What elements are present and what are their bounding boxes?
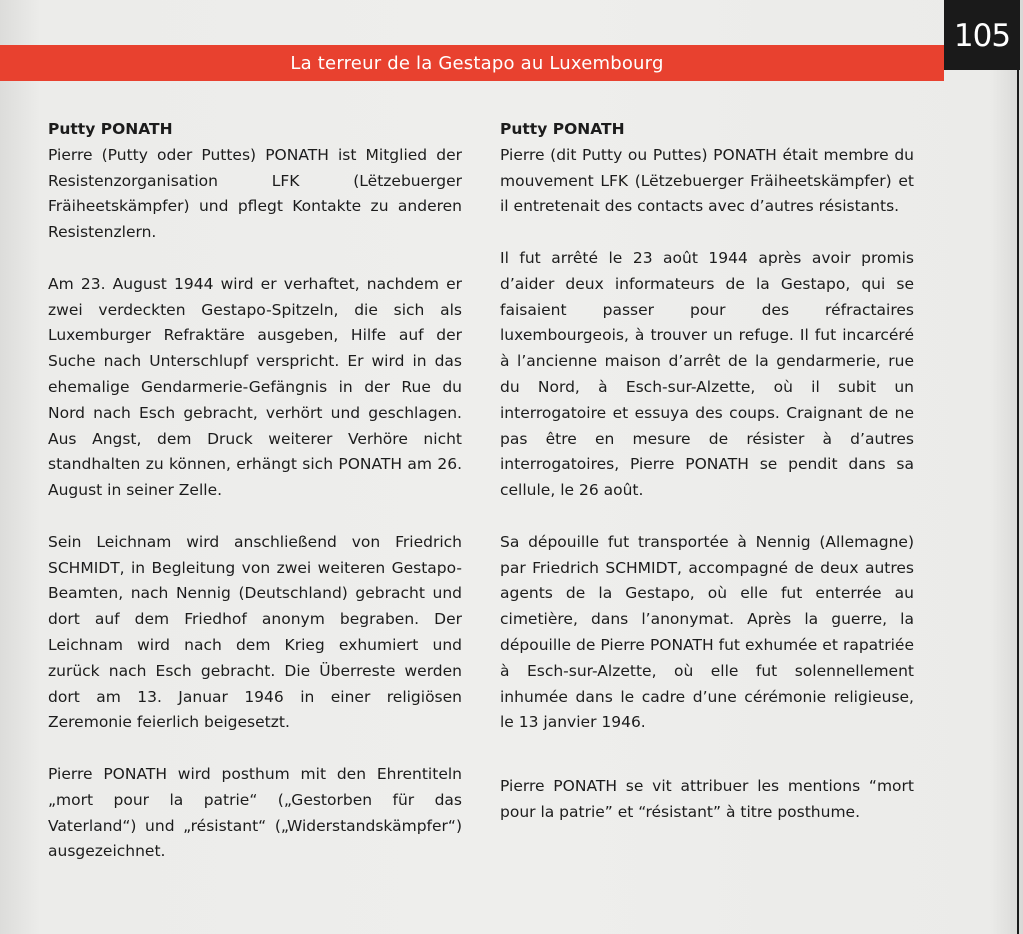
french-paragraph-2: Il fut arrêté le 23 août 1944 après avoir promis d’aider deux informateurs de la Gestapo, qui se faisaient passer pour des réfractaires luxembourgeois, à trouver un refuge. Il fut incarcéré à l’ancienne maison d’arrêt de la gendarmerie, rue du Nord, à Esch-sur-Alzette, où il subit un interrogatoire et essuya des coups. Craignant de ne pas être en mesure de résister à d’autres interrogatoires, Pierre PONATH se pendit dans sa cellule, le 26 août. — [500, 248, 914, 500]
german-paragraph-3: Sein Leichnam wird anschließend von Friedrich SCHMIDT, in Begleitung von zwei weiteren Gestapo-Beamten, nach Nennig (Deutschland) gebracht und dort auf dem Friedhof anonym begraben. Der Leichnam wird nach dem Krieg exhumiert und zurück nach Esch gebracht. Die Überreste werden dort am 13. Januar 1946 in einer religiösen Zeremonie feierlich beigesetzt. — [48, 532, 462, 732]
french-column — [500, 117, 914, 826]
french-paragraph-4: Pierre PONATH se vit attribuer les mentions “mort pour la patrie” et “résistant” à titre posthume. — [500, 777, 914, 821]
german-heading: Putty PONATH — [48, 120, 173, 138]
french-paragraph-3: Sa dépouille fut transportée à Nennig (Allemagne) par Friedrich SCHMIDT, accompagné de deux autres agents de la Gestapo, où elle fut enterrée au cimetière, dans l’anonymat. Après la guerre, la dépouille de Pierre PONATH fut exhumée et rapatriée à Esch-sur-Alzette, où elle fut solennellement inhumée dans le cadre d’une cérémonie religieuse, le 13 janvier 1946. — [500, 532, 914, 732]
french-paragraph-1: Pierre (dit Putty ou Puttes) PONATH était membre du mouvement LFK (Lëtzebuerger Fräiheetskämpfer) et il entretenait des contacts avec d’autres résistants. — [500, 145, 914, 216]
german-paragraph-1: Pierre (Putty oder Puttes) PONATH ist Mitglied der Resistenzorganisation LFK (Lëtzebuerger Fräiheetskämpfer) und pflegt Kontakte zu anderen Resistenzlern. — [48, 145, 462, 242]
page-edge-rule — [1017, 70, 1019, 934]
chapter-title: La terreur de la Gestapo au Luxembourg — [290, 52, 664, 74]
chapter-header-bar — [0, 45, 944, 81]
page-number-box — [944, 0, 1020, 70]
french-heading: Putty PONATH — [500, 120, 625, 138]
german-paragraph-2: Am 23. August 1944 wird er verhaftet, nachdem er zwei verdeckten Gestapo-Spitzeln, die sich als Luxemburger Refraktäre ausgeben, Hilfe auf der Suche nach Unterschlupf verspricht. Er wird in das ehemalige Gendarmerie-Gefängnis in der Rue du Nord nach Esch gebracht, verhört und geschlagen. Aus Angst, dem Druck weiterer Verhöre nicht standhalten zu können, erhängt sich PONATH am 26. August in seiner Zelle. — [48, 274, 462, 500]
german-paragraph-4: Pierre PONATH wird posthum mit den Ehrentiteln „mort pour la patrie“ („Gestorben für das Vaterland“) und „résistant“ („Widerstandskämpfer“) ausgezeichnet. — [48, 764, 462, 861]
german-column — [48, 117, 462, 865]
page-number: 105 — [953, 18, 1011, 54]
